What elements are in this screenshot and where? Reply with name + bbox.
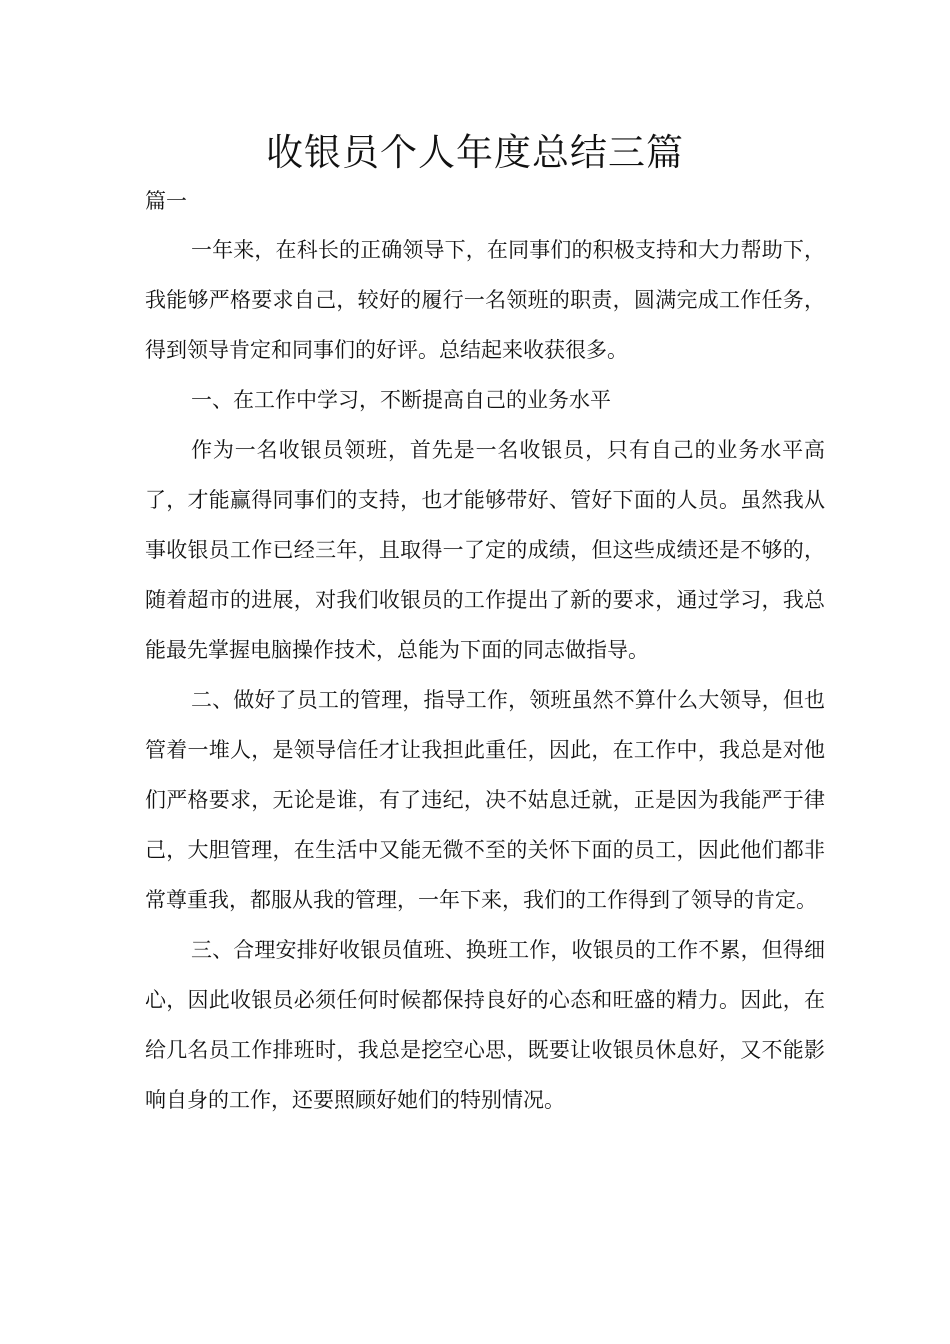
- document-body: [145, 225, 825, 1125]
- paragraph-intro: 一年来，在科长的正确领导下，在同事们的积极支持和大力帮助下，我能够严格要求自己，较好的履行一名领班的职责，圆满完成工作任务，得到领导肯定和同事们的好评。总结起来收获很多。: [145, 238, 825, 362]
- paragraph-heading-1: 一、在工作中学习，不断提高自己的业务水平: [191, 388, 611, 412]
- paragraph-shift-scheduling: 三、合理安排好收银员值班、换班工作，收银员的工作不累，但得细心，因此收银员必须任何时候都保持良好的心态和旺盛的精力。因此，在给几名员工作排班时，我总是挖空心思，既要让收银员休息好，又不能影响自身的工作，还要照顾好她们的特别情况。: [145, 938, 825, 1112]
- document-title: 收银员个人年度总结三篇: [266, 131, 684, 174]
- paragraph-staff-management: 二、做好了员工的管理，指导工作，领班虽然不算什么大领导，但也管着一堆人，是领导信任才让我担此重任，因此，在工作中，我总是对他们严格要求，无论是谁，有了违纪，决不姑息迁就，正是因为我能严于律己，大胆管理，在生活中又能无微不至的关怀下面的员工，因此他们都非常尊重我，都服从我的管理，一年下来，我们的工作得到了领导的肯定。: [145, 688, 825, 912]
- section-label: 篇一: [145, 189, 187, 213]
- paragraph-business-level: 作为一名收银员领班，首先是一名收银员，只有自己的业务水平高了，才能赢得同事们的支持，也才能够带好、管好下面的人员。虽然我从事收银员工作已经三年，且取得一了定的成绩，但这些成绩还是不够的，随着超市的进展，对我们收银员的工作提出了新的要求，通过学习，我总能最先掌握电脑操作技术，总能为下面的同志做指导。: [145, 438, 825, 662]
